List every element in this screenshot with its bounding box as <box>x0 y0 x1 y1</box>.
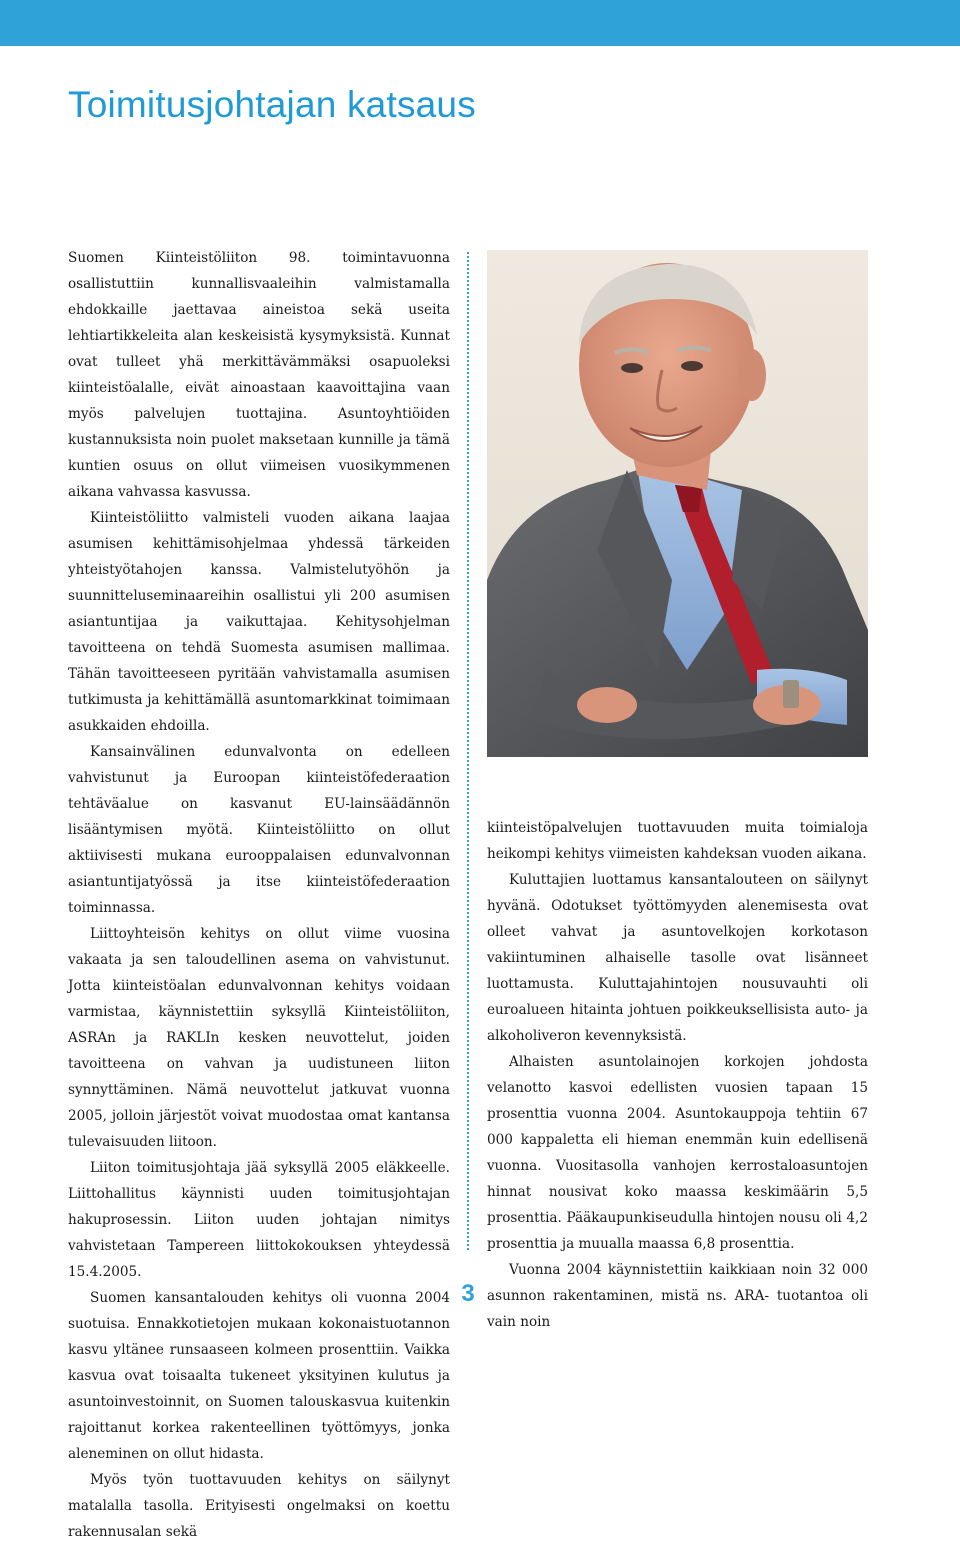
paragraph: Myös työn tuottavuuden kehitys on säilynyt matalalla tasolla. Erityisesti ongelmaksi on koettu rakennusalan sekä <box>68 1472 450 1540</box>
paragraph: Suomen kansantalouden kehitys oli vuonna 2004 suotuisa. Ennakkotietojen mukaan kokonaistuotannon kasvu yltänee runsaaseen kolmeen prosenttiin. Vaikka kasvua ovat toisaalta tukeneet yksityinen kulutus ja asuntoinvestoinnit, on Suomen talouskasvua kuitenkin rajoittanut korkea rakenteellinen työttömyys, jonka aleneminen on ollut hidasta. <box>68 1290 450 1462</box>
portrait-photo <box>487 250 868 757</box>
paragraph: Kiinteistöliitto valmisteli vuoden aikana laajaa asumisen kehittämisohjelmaa yhdessä tärkeiden yhteistyötahojen kanssa. Valmistelutyöhön ja suunnitteluseminaareihin osallistui yli 200 asumisen asiantuntijaa ja vaikuttajaa. Kehitysohjelman tavoitteena on tehdä Suomesta asumisen mallimaa. Tähän tavoitteeseen pyritään vahvistamalla asumisen tutkimusta ja kehittämällä asuntomarkkinat toimimaan asukkaiden ehdoilla. <box>68 510 450 734</box>
left-column <box>68 245 450 1545</box>
page-number: 3 <box>461 1280 475 1307</box>
paragraph: Alhaisten asuntolainojen korkojen johdosta velanotto kasvoi edellisten vuosien tapaan 15 prosenttia vuonna 2004. Asuntokauppoja tehtiin 67 000 kappaletta eli hieman enemmän kuin edellisenä vuonna. Vuositasolla vanhojen kerrostaloasuntojen hinnat nousivat koko maassa keskimäärin 5,5 prosenttia. Pääkaupunkiseudulla hintojen nousu oli 4,2 prosenttia ja muualla maassa 6,8 prosenttia. <box>487 1054 868 1252</box>
paragraph: Liittoyhteisön kehitys on ollut viime vuosina vakaata ja sen taloudellinen asema on vahvistunut. Jotta kiinteistöalan edunvalvonnan kehitys voidaan varmistaa, käynnistettiin syksyllä Kiinteistöliiton, ASRAn ja RAKLIn kesken neuvottelut, joiden tavoitteena on vahvan ja uudistuneen liiton synnyttäminen. Nämä neuvottelut jatkuvat vuonna 2005, jolloin järjestöt voivat muodostaa omat kantansa tulevaisuuden liitoon. <box>68 926 450 1150</box>
paragraph: Kansainvälinen edunvalvonta on edelleen vahvistunut ja Euroopan kiinteistöfederaation tehtäväalue on kasvanut EU-lainsäädännön lisääntymisen myötä. Kiinteistöliitto on ollut aktiivisesti mukana eurooppalaisen edunvalvonnan asiantuntijatyössä ja itse kiinteistöfederaation toiminnassa. <box>68 744 450 916</box>
paragraph: Liiton toimitusjohtaja jää syksyllä 2005 eläkkeelle. Liittohallitus käynnisti uuden toimitusjohtajan hakuprosessin. Liiton uuden johtajan nimitys vahvistetaan Tampereen liittokokouksen yhteydessä 15.4.2005. <box>68 1160 450 1280</box>
paragraph: Suomen Kiinteistöliiton 98. toimintavuonna osallistuttiin kunnallisvaaleihin valmistamalla ehdokkaille jaettavaa aineistoa sekä useita lehtiartikkeleita alan keskeisistä kysymyksistä. Kunnat ovat tulleet yhä merkittävämmäksi osapuoleksi kiinteistöalalle, eivät ainoastaan kaavoittajina vaan myös palvelujen tuottajina. Asuntoyhtiöiden kustannuksista noin puolet maksetaan kunnille ja tämä kuntien osuus on ollut viimeisen vuosikymmenen aikana vahvassa kasvussa. <box>68 250 450 500</box>
header-band <box>0 0 960 46</box>
column-divider <box>467 252 469 1250</box>
paragraph: Kuluttajien luottamus kansantalouteen on säilynyt hyvänä. Odotukset työttömyyden alenemisesta ovat olleet vahvat ja asuntovelkojen korkotason vakiintuminen alhaiselle tasolle ovat lisänneet luottamusta. Kuluttajahintojen nousuvauhti oli euroalueen hitainta johtuen poikkeuksellisista auto- ja alkoholiveron kevennyksistä. <box>487 872 868 1044</box>
paragraph: Vuonna 2004 käynnistettiin kaikkiaan noin 32 000 asunnon rakentaminen, mistä ns. ARA- tuotantoa oli vain noin <box>487 1262 868 1330</box>
right-column <box>487 815 868 1335</box>
page-title: Toimitusjohtajan katsaus <box>68 84 476 125</box>
portrait-illustration <box>487 250 868 757</box>
paragraph: kiinteistöpalvelujen tuottavuuden muita toimialoja heikompi kehitys viimeisten kahdeksan vuoden aikana. <box>487 820 868 862</box>
